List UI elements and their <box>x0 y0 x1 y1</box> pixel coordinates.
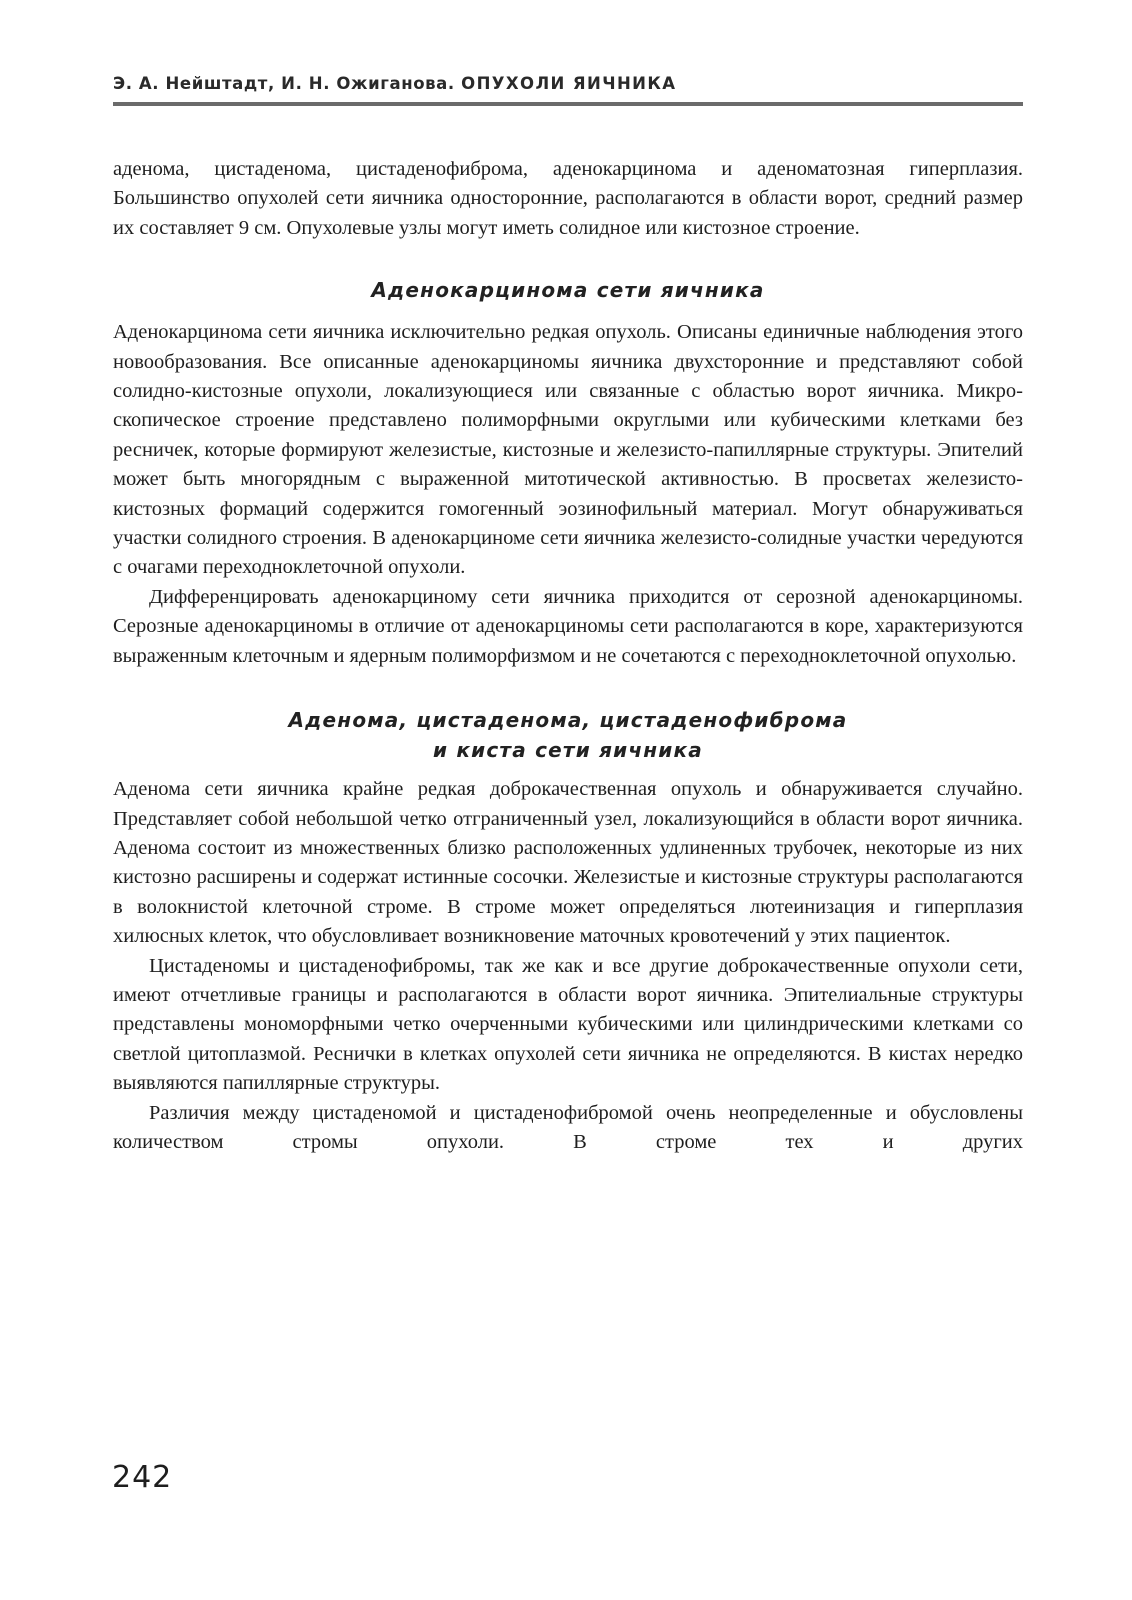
paragraph: Цистаденомы и цистаденофибромы, так же как и все другие доброкачественные опухоли сети, имеют отчетливые границы и располагаются в области ворот яичника. Эпителиальные структуры представлены мономорфными четко очерченными кубическими или цилиндрическими клетками со светлой цитоплазмой. Реснички в клетках опухолей сети яичника не определяются. В кистах нередко выявляются папиллярные структуры. <box>113 954 1023 1095</box>
paragraph: Дифференцировать аденокарциному сети яичника приходится от серозной аденокарциномы. Серозные аденокарциномы в отличие от аденокарциномы сети располагаются в коре, характеризуются выраженным клеточным и ядерным полиморфизмом и не сочетаются с переходноклеточной опухолью. <box>113 585 1023 667</box>
paragraph: Различия между цистаденомой и цистаденофибромой очень неопределенные и обусловлены количеством стромы опухоли. В строме тех и других <box>113 1101 1023 1153</box>
page-number: 242 <box>112 1460 173 1495</box>
paragraph: Аденокарцинома сети яичника исключительно редкая опухоль. Описаны единичные наблюдения этого новообразования. Все описанные аденокарциномы яичника двухсторонние и представляют собой солидно-кистозные опухоли, локализующиеся или связанные с областью ворот яичника. Микроскопическое строение представлено полиморфными округлыми или кубическими клетками без ресничек, которые формируют железистые, кистозные и железисто-папиллярные структуры. Эпителий может быть многорядным с выраженной митотической активностью. В просветах железисто-кистозных формаций содержится гомогенный эозинофильный материал. Могут обнаруживаться участки солидного строения. В аденокарциноме сети яичника железисто-солидные участки чередуются с очагами переходноклеточной опухоли. <box>113 321 1023 579</box>
running-header <box>113 74 1023 98</box>
section-heading-adenoma <box>113 705 1023 765</box>
header-authors: Э. А. Нейштадт, И. Н. Ожиганова. <box>113 74 455 93</box>
section-heading-line: и киста сети яичника <box>433 738 703 763</box>
section-heading-adenocarcinoma: Аденокарцинома сети яичника <box>371 278 765 303</box>
intro-paragraph: аденома, цистаденома, цистаденофиброма, аденокарцинома и аденоматозная гиперплазия. Большинство опухолей сети яичника односторонние, располагаются в области ворот, средний размер их составляет 9 см. Опухолевые узлы могут иметь солидное или кистозное строение. <box>113 158 1023 239</box>
header-rule <box>113 102 1023 106</box>
header-book-title: ОПУХОЛИ ЯИЧНИКА <box>461 74 677 93</box>
section-heading-line: Аденома, цистаденома, цистаденофиброма <box>288 708 848 733</box>
page-body <box>113 155 1023 1157</box>
paragraph: Аденома сети яичника крайне редкая доброкачественная опухоль и обнаруживается случайно. Представляет собой небольшой четко отграниченный узел, локализующийся в области ворот яичника. Аденома состоит из множественных близко расположенных удлиненных трубочек, некоторые из них кистозно расширены и содержат истинные сосочки. Железистые и кистозные структуры располагаются в волокнистой клеточной строме. В строме может определяться лютеинизация и гиперплазия хилюсных клеток, что обусловливает возникновение маточных кровотечений у этих пациенток. <box>113 778 1023 948</box>
